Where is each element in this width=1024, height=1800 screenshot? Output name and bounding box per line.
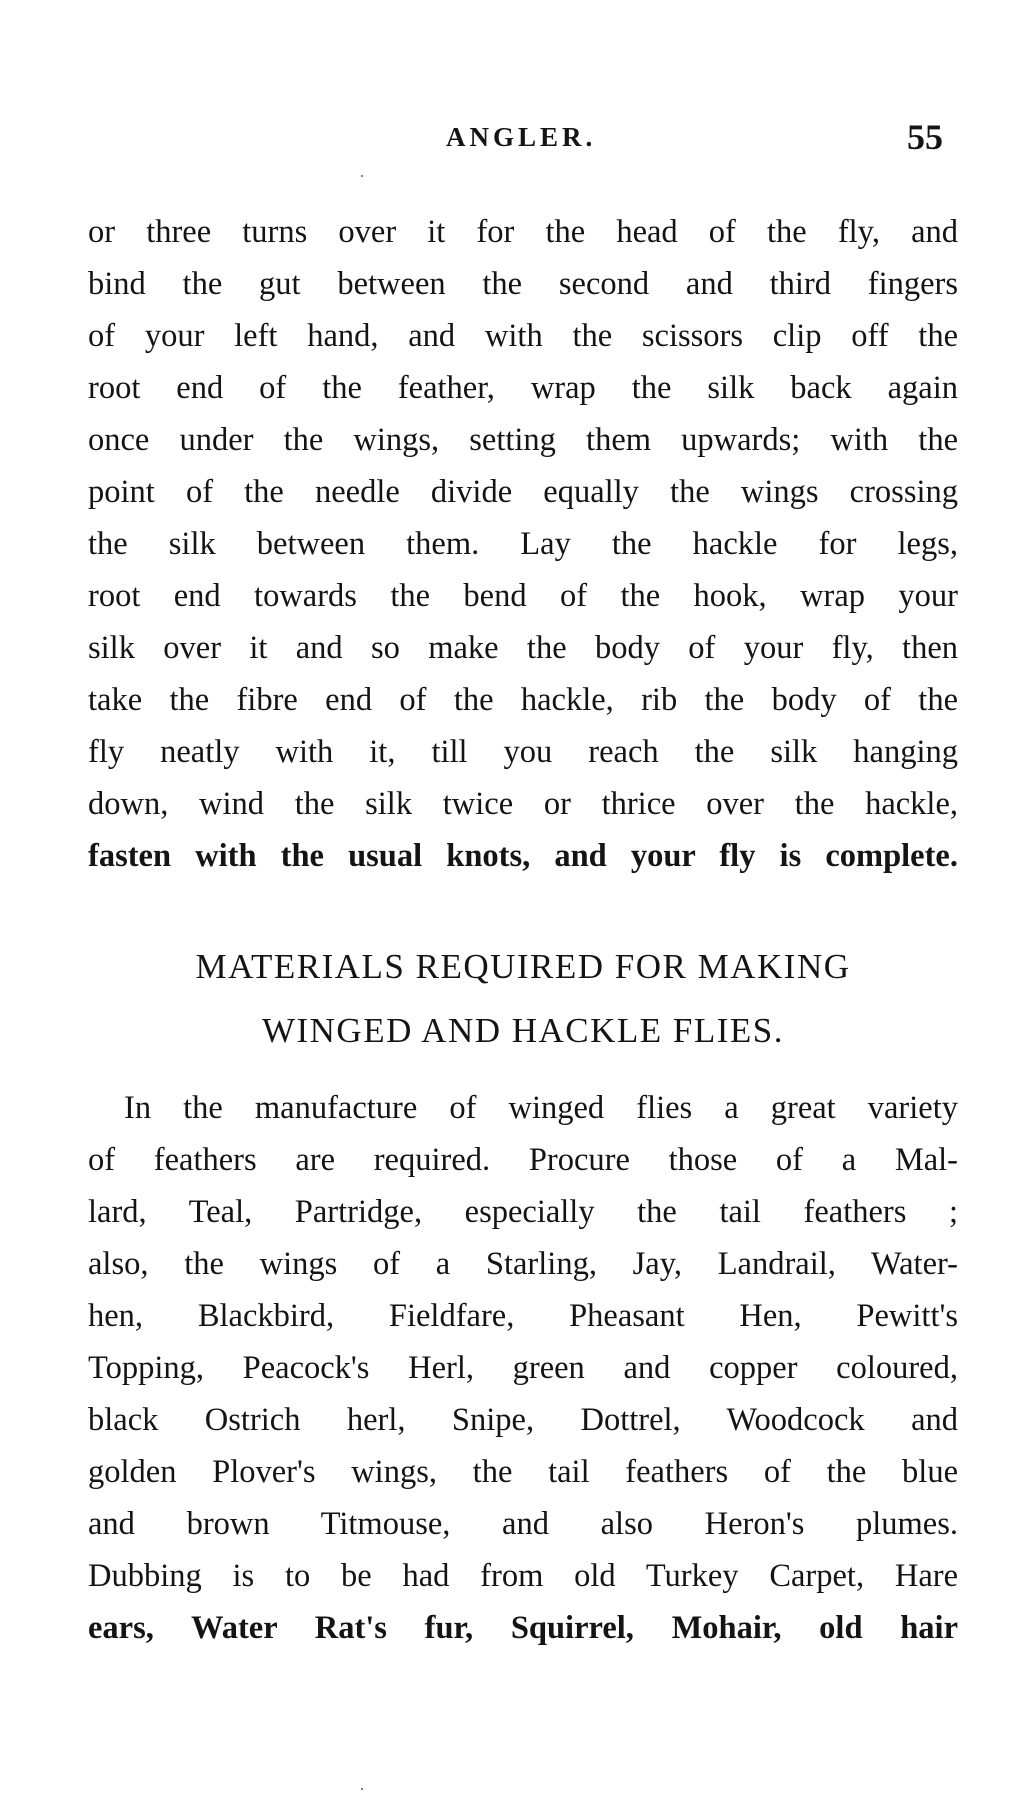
text-line: bind the gut between the second and third fingers [88, 266, 958, 302]
text-line: root end towards the bend of the hook, wrap your [88, 578, 958, 614]
text-line: hen, Blackbird, Fieldfare, Pheasant Hen, Pewitt's [88, 1298, 958, 1334]
text-line: the silk between them. Lay the hackle for legs, [88, 526, 958, 562]
paragraph-fly-tying-finish [88, 206, 958, 882]
text-line: and brown Titmouse, and also Heron's plumes. [88, 1506, 958, 1542]
section-heading [88, 935, 958, 1063]
text-line: Dubbing is to be had from old Turkey Carpet, Hare [88, 1558, 958, 1594]
text-line: take the fibre end of the hackle, rib the body of the [88, 682, 958, 718]
text-line: fly neatly with it, till you reach the silk hanging [88, 734, 958, 770]
page-number: 55 [907, 117, 943, 157]
running-header [0, 118, 1024, 158]
text-line: of feathers are required. Procure those of a Mal- [88, 1142, 958, 1178]
text-line: golden Plover's wings, the tail feathers of the blue [88, 1454, 958, 1490]
running-title: ANGLER. [446, 122, 597, 152]
text-line: black Ostrich herl, Snipe, Dottrel, Woodcock and [88, 1402, 958, 1438]
text-line: root end of the feather, wrap the silk back again [88, 370, 958, 406]
text-line: silk over it and so make the body of your fly, then [88, 630, 958, 666]
text-line: In the manufacture of winged flies a great variety [124, 1090, 958, 1126]
paragraph-materials [88, 1082, 958, 1654]
section-heading-line: MATERIALS REQUIRED FOR MAKING [195, 947, 851, 986]
text-line: once under the wings, setting them upwards; with the [88, 422, 958, 458]
text-line: or three turns over it for the head of the fly, and [88, 214, 958, 250]
text-line: Topping, Peacock's Herl, green and copper coloured, [88, 1350, 958, 1386]
text-line: also, the wings of a Starling, Jay, Landrail, Water- [88, 1246, 958, 1282]
text-line: of your left hand, and with the scissors clip off the [88, 318, 958, 354]
text-line: ears, Water Rat's fur, Squirrel, Mohair, old hair [88, 1610, 958, 1646]
text-line: down, wind the silk twice or thrice over the hackle, [88, 786, 958, 822]
print-speck [361, 1788, 363, 1790]
text-line: fasten with the usual knots, and your fly is complete. [88, 838, 958, 874]
text-line: lard, Teal, Partridge, especially the tail feathers ; [88, 1194, 958, 1230]
text-line: point of the needle divide equally the wings crossing [88, 474, 958, 510]
section-heading-line: WINGED AND HACKLE FLIES. [261, 1011, 785, 1050]
print-speck [361, 175, 363, 177]
